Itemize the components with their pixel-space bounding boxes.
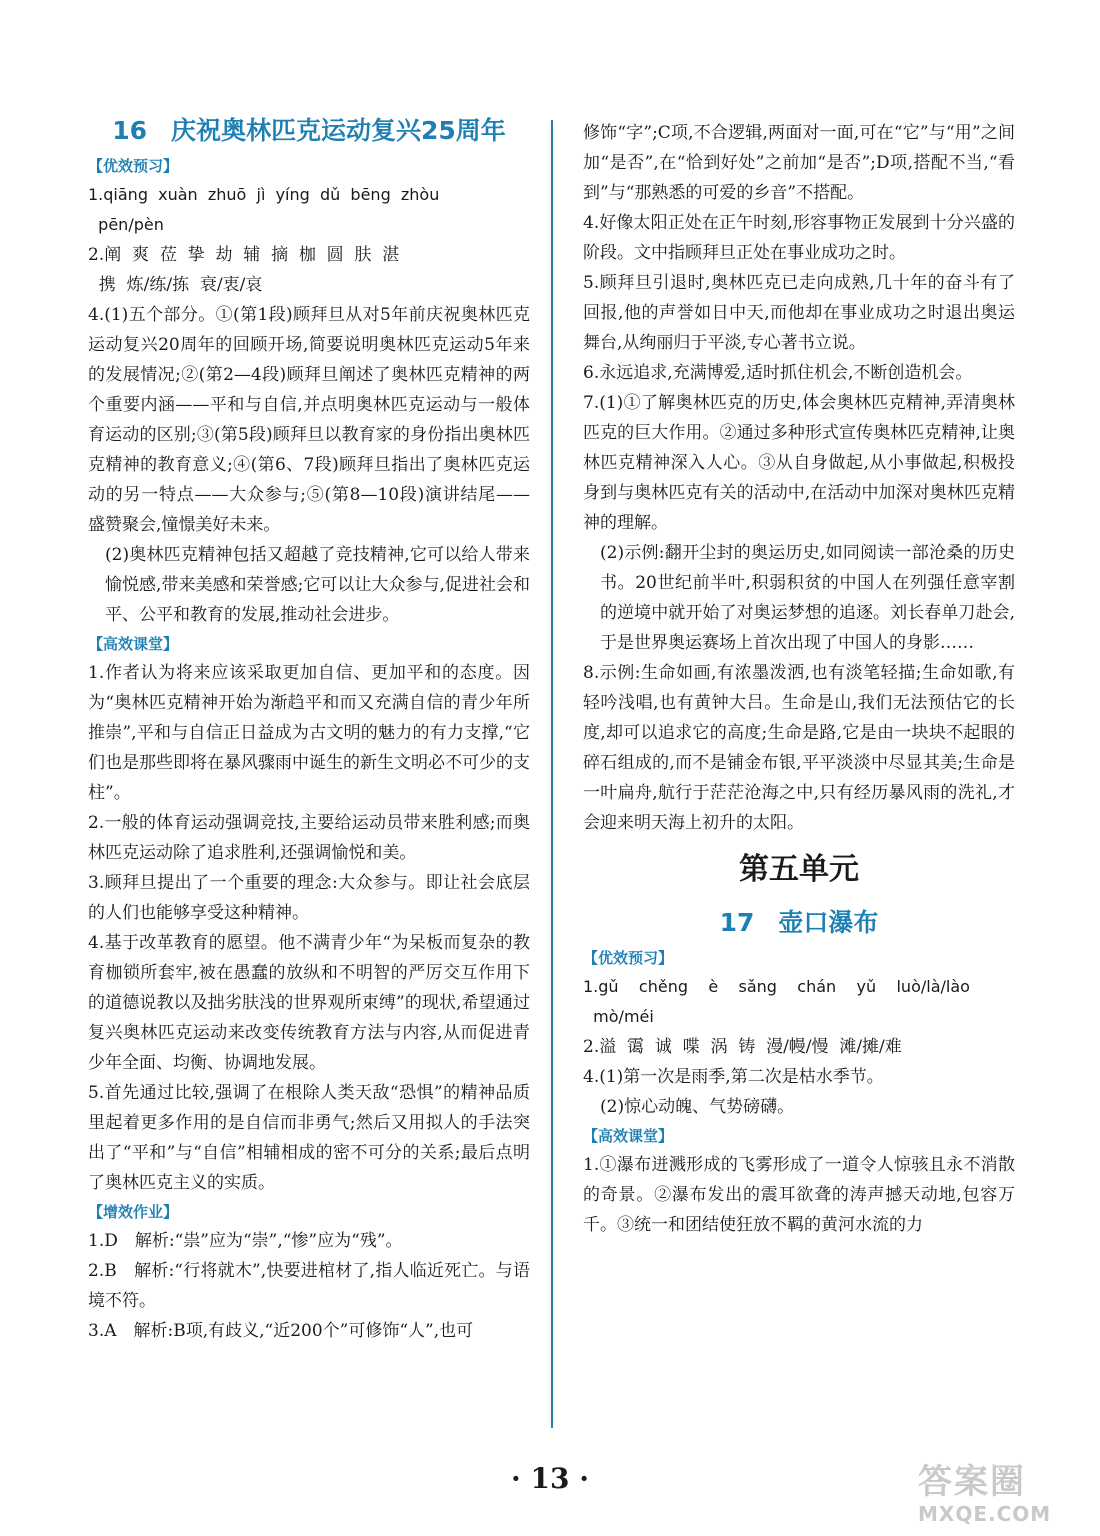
- answer-paragraph: 1.①瀑布迸溅形成的飞雾形成了一道令人惊骇且永不消散的奇景。②瀑布发出的震耳欲聋的涛声撼天动地,包容万千。③统一和团结使狂放不羁的黄河水流的力: [583, 1155, 1015, 1235]
- unit-title: 第五单元: [739, 852, 859, 887]
- answer-line: 2.阐 爽 莅 挚 劫 辅 摘 枷 圆 肤 湛: [88, 245, 400, 265]
- answer-paragraph: (2)示例:翻开尘封的奥运历史,如同阅读一部沧桑的历史书。20世纪前半叶,积弱积贫的中国人在列强任意宰割的逆境中就开始了对奥运梦想的追逐。刘长春单刀赴会,于是世界奥运赛场上首次出现了中国人的身影……: [600, 543, 1015, 653]
- answer-paragraph: 4.基于改革教育的愿望。他不满青少年“为呆板而复杂的教育枷锁所套牢,被在愚蠢的放纵和不明智的严厉交互作用下的道德说教以及拙劣肤浅的世界观所束缚”的现状,希望通过复兴奥林匹克运动来改变传统教育方法与内容,从而促进青少年全面、均衡、协调地发展。: [88, 933, 530, 1073]
- answer-line: 1.gǔ chěng è sǎng chán yǔ luò/là/lào: [583, 977, 970, 996]
- section-label-preview: 【优效预习】: [88, 157, 179, 175]
- answer-paragraph: 7.(1)①了解奥林匹克的历史,体会奥林匹克精神,弄清奥林匹克的巨大作用。②通过多种形式宣传奥林匹克精神,让奥林匹克精神深入人心。③从自身做起,从小事做起,积极投身到与奥林匹克有关的活动中,在活动中加深对奥林匹克精神的理解。: [583, 393, 1015, 533]
- answer-paragraph: 3.顾拜旦提出了一个重要的理念:大众参与。即让社会底层的人们也能够享受这种精神。: [88, 873, 530, 923]
- answer-paragraph: 5.顾拜旦引退时,奥林匹克已走向成熟,几十年的奋斗有了回报,他的声誉如日中天,而他却在事业成功之时退出奥运舞台,从绚丽归于平淡,专心著书立说。: [583, 273, 1015, 353]
- section-label-class: 【高效课堂】: [88, 635, 179, 653]
- right-column: [583, 118, 1015, 1240]
- section-label-homework: 【增效作业】: [88, 1203, 179, 1221]
- answer-line: pēn/pèn: [88, 215, 164, 234]
- answer-paragraph: 4.(1)五个部分。①(第1段)顾拜旦从对5年前庆祝奥林匹克运动复兴20周年的回顾开场,简要说明奥林匹克运动5年来的发展情况;②(第2—4段)顾拜旦阐述了奥林匹克精神的两个重要内涵——平和与自信,并点明奥林匹克运动与一般体育运动的区别;③(第5段)顾拜旦以教育家的身份指出奥林匹克精神的教育意义;④(第6、7段)顾拜旦指出了奥林匹克运动的另一特点——大众参与;⑤(第8—10段)演讲结尾——盛赞聚会,憧憬美好未来。: [88, 305, 530, 535]
- section-label-preview: 【优效预习】: [583, 949, 674, 967]
- answer-paragraph: 4.好像太阳正处在正午时刻,形容事物正发展到十分兴盛的阶段。文中指顾拜旦正处在事业成功之时。: [583, 213, 1015, 263]
- answer-line: mò/méi: [583, 1007, 654, 1026]
- answer-paragraph: 1.作者认为将来应该采取更加自信、更加平和的态度。因为“奥林匹克精神开始为渐趋平和而又充满自信的青少年所推崇”,平和与自信正日益成为古文明的魅力的有力支撑,“它们也是那些即将在暴风骤雨中诞生的新生文明必不可少的支柱”。: [88, 663, 530, 803]
- answer-paragraph: (2)奥林匹克精神包括又超越了竞技精神,它可以给人带来愉悦感,带来美感和荣誉感;它可以让大众参与,促进社会和平、公平和教育的发展,推动社会进步。: [105, 545, 530, 625]
- answer-paragraph: 2.B 解析:“行将就木”,快要进棺材了,指人临近死亡。与语境不符。: [88, 1261, 530, 1311]
- watermark-text: 答案圈: [918, 1462, 1026, 1502]
- section-label-class: 【高效课堂】: [583, 1127, 674, 1145]
- answer-line: 携 炼/练/拣 衰/衷/哀: [88, 275, 263, 295]
- answer-line: 2.溢 霭 诚 喋 涡 铸 漫/幔/慢 滩/摊/难: [583, 1037, 902, 1057]
- answer-paragraph: 4.(1)第一次是雨季,第二次是枯水季节。: [583, 1067, 884, 1087]
- lesson-number: 17: [719, 908, 755, 937]
- answer-paragraph: 8.示例:生命如画,有浓墨泼洒,也有淡笔轻描;生命如歌,有轻吟浅唱,也有黄钟大吕。生命是山,我们无法预估它的长度,却可以追求它的高度;生命是路,它是由一块块不起眼的碎石组成的,而不是铺金布银,平平淡淡中尽显其美;生命是一叶扁舟,航行于茫茫沧海之中,只有经历暴风雨的洗礼,才会迎来明天海上初升的太阳。: [583, 663, 1015, 833]
- watermark-logo: [918, 1462, 1090, 1532]
- left-column: [88, 110, 530, 1346]
- lesson-name: 壶口瀑布: [778, 908, 879, 937]
- lesson-17-title: [583, 902, 1015, 944]
- lesson-name: 庆祝奥林匹克运动复兴25周年: [171, 116, 506, 145]
- lesson-number: 16: [112, 116, 147, 145]
- answer-paragraph: 3.A 解析:B项,有歧义,“近200个”可修饰“人”,也可: [88, 1321, 474, 1341]
- answer-paragraph: 修饰“字”;C项,不合逻辑,两面对一面,可在“它”与“用”之间加“是否”,在“恰到好处”之前加“是否”;D项,搭配不当,“看到”与“那熟悉的可爱的乡音”不搭配。: [583, 123, 1015, 203]
- answer-paragraph: 2.一般的体育运动强调竞技,主要给运动员带来胜利感;而奥林匹克运动除了追求胜利,还强调愉悦和美。: [88, 813, 530, 863]
- watermark-url: MXQE.COM: [918, 1502, 1052, 1526]
- page-number: · 13 ·: [511, 1462, 589, 1495]
- lesson-16-title: [88, 110, 530, 152]
- answer-paragraph: (2)惊心动魄、气势磅礴。: [600, 1097, 795, 1117]
- answer-paragraph: 6.永远追求,充满博爱,适时抓住机会,不断创造机会。: [583, 363, 973, 383]
- answer-paragraph: 1.D 解析:“祟”应为“崇”,“惨”应为“残”。: [88, 1231, 403, 1251]
- answer-paragraph: 5.首先通过比较,强调了在根除人类天敌“恐惧”的精神品质里起着更多作用的是自信而非勇气;然后又用拟人的手法突出了“平和”与“自信”相辅相成的密不可分的关系;最后点明了奥林匹克主义的实质。: [88, 1083, 530, 1193]
- answer-line: 1.qiāng xuàn zhuō jì yíng dǔ bēng zhòu: [88, 185, 440, 204]
- column-divider: [551, 120, 553, 1428]
